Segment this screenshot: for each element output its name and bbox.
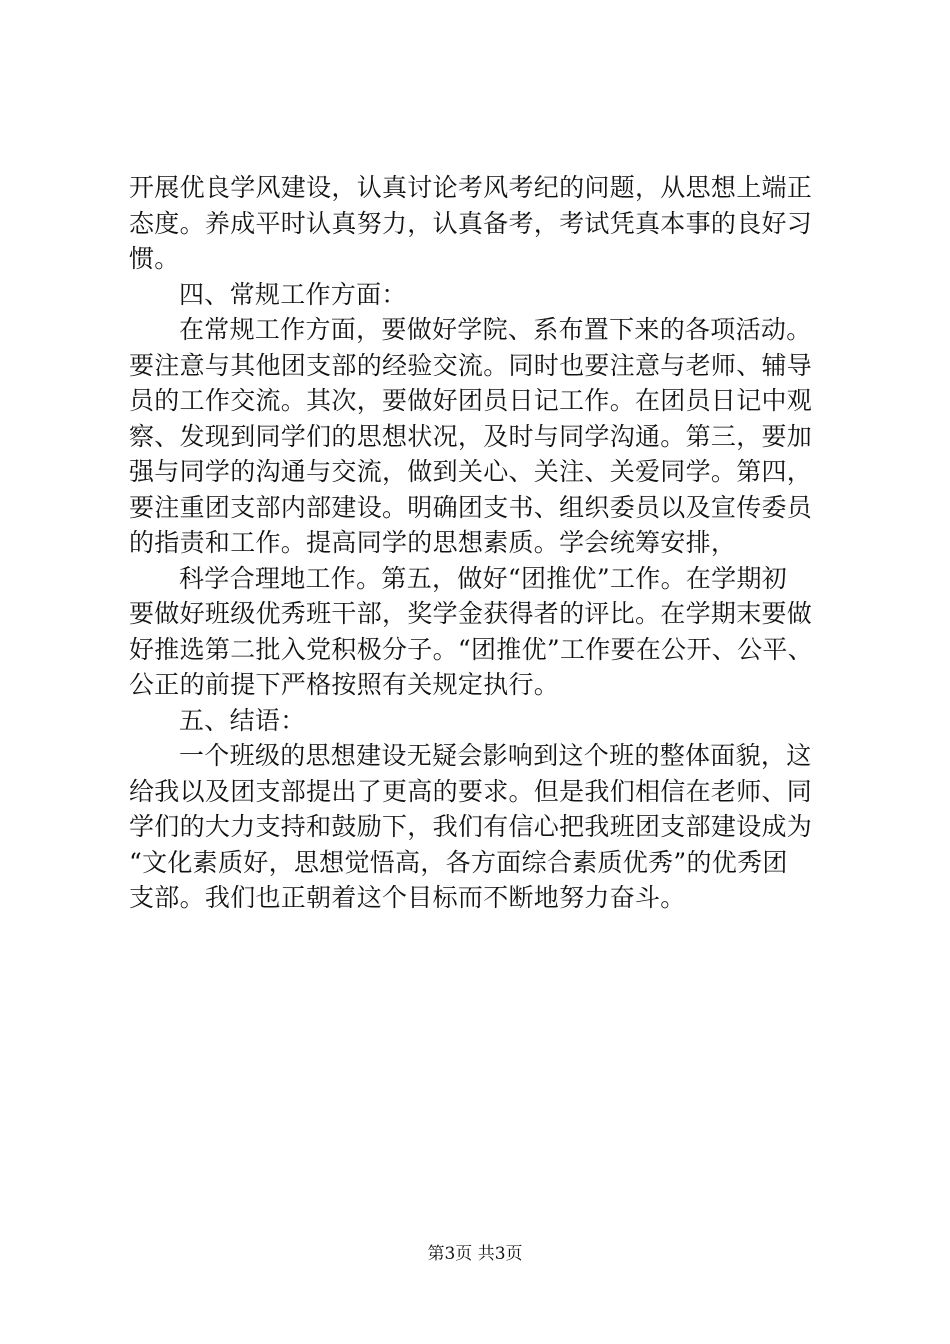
text-line: 员的工作交流。其次，要做好团员日记工作。在团员日记中观: [129, 386, 813, 415]
text-line: 公正的前提下严格按照有关规定执行。: [129, 670, 560, 699]
text-line: 察、发现到同学们的思想状况，及时与同学沟通。第三，要加: [129, 421, 813, 451]
text-line: 强与同学的沟通与交流，做到关心、关注、关爱同学。第四，: [129, 457, 813, 486]
page-footer: 第3页 共3页: [427, 1244, 523, 1264]
text-line: 惯。: [129, 244, 180, 273]
section-heading: 五、结语：: [179, 705, 306, 735]
text-line: 支部。我们也正朝着这个目标而不断地努力奋斗。: [129, 883, 686, 912]
body-text: [129, 170, 849, 916]
text-line: 一个班级的思想建设无疑会影响到这个班的整体面貌，这: [179, 741, 812, 770]
text-line: 的指责和工作。提高同学的思想素质。学会统筹安排，: [129, 528, 737, 557]
text-line: 要注重团支部内部建设。明确团支书、组织委员以及宣传委员: [129, 492, 813, 522]
section-heading: 四、常规工作方面：: [179, 279, 407, 309]
text-line: 给我以及团支部提出了更高的要求。但是我们相信在老师、同: [129, 776, 813, 806]
text-line: 好推选第二批入党积极分子。“团推优”工作要在公开、公平、: [129, 634, 813, 664]
text-line: 开展优良学风建设，认真讨论考风考纪的问题，从思想上端正: [129, 173, 813, 202]
text-line: 态度。养成平时认真努力，认真备考，考试凭真本事的良好习: [129, 208, 813, 238]
text-line: 学们的大力支持和鼓励下，我们有信心把我班团支部建设成为: [129, 812, 813, 841]
text-line: 在常规工作方面，要做好学院、系布置下来的各项活动。: [179, 315, 812, 344]
text-line: 科学合理地工作。第五，做好“团推优”工作。在学期初: [179, 563, 788, 593]
text-line: 要做好班级优秀班干部，奖学金获得者的评比。在学期末要做: [129, 599, 813, 628]
text-line: 要注意与其他团支部的经验交流。同时也要注意与老师、辅导: [129, 350, 813, 380]
text-line: “文化素质好，思想觉悟高，各方面综合素质优秀”的优秀团: [129, 847, 788, 877]
